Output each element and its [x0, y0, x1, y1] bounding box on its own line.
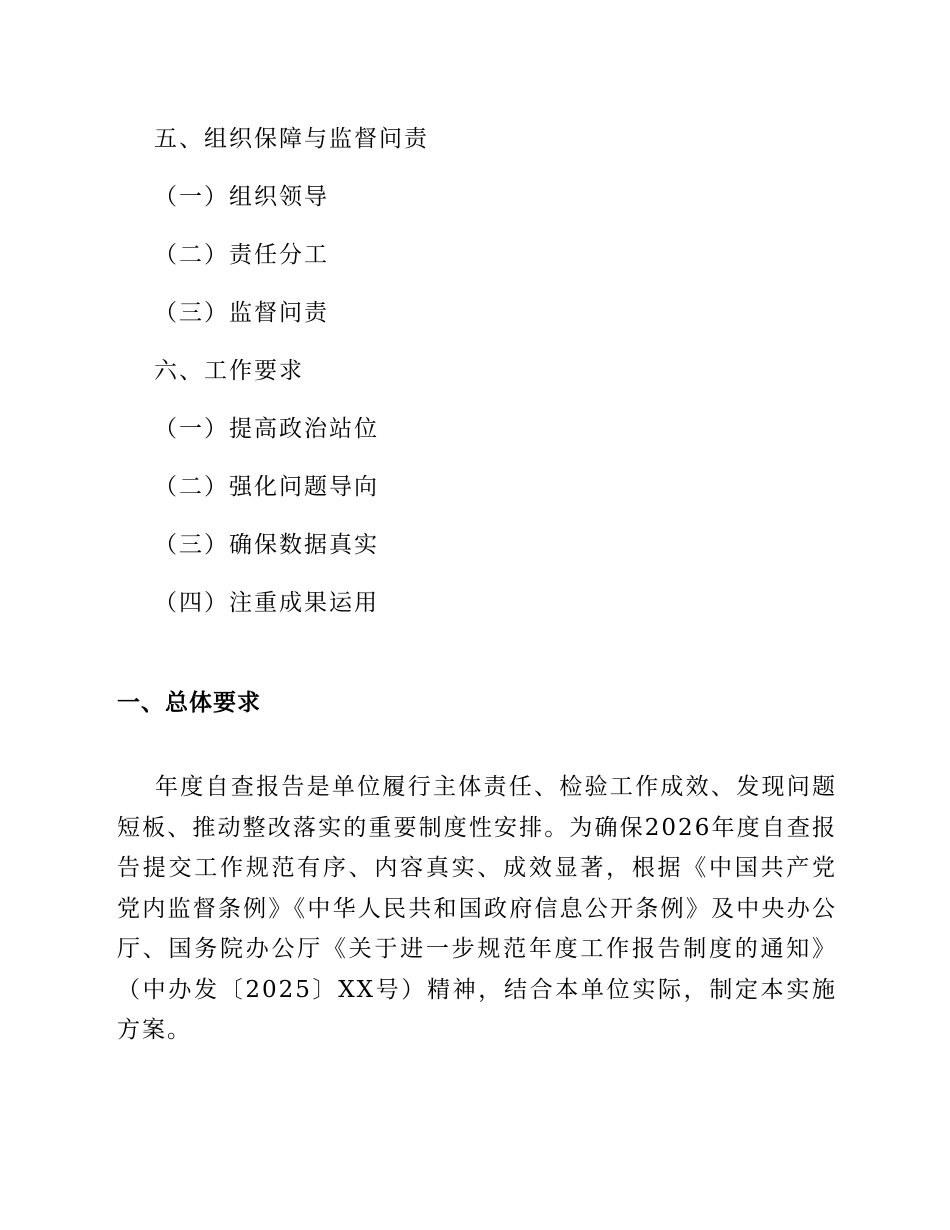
toc-item-5-1: （一）组织领导 [154, 184, 329, 210]
section-heading-general-requirements: 一、总体要求 [117, 690, 261, 716]
toc-item-section-5: 五、组织保障与监督问责 [154, 126, 429, 152]
toc-item-5-3: （三）监督问责 [154, 300, 329, 326]
toc-item-6-2: （二）强化问题导向 [154, 474, 379, 500]
table-of-contents [0, 116, 950, 638]
toc-item-5-2: （二）责任分工 [154, 242, 329, 268]
body-paragraph: 年度自查报告是单位履行主体责任、检验工作成效、发现问题短板、推动整改落实的重要制度性安排。为确保2026年度自查报告提交工作规范有序、内容真实、成效显著，根据《中国共产党党内监督条例》《中华人民共和国政府信息公开条例》及中央办公厅、国务院办公厅《关于进一步规范年度工作报告制度的通知》（中办发〔2025〕XX号）精神，结合本单位实际，制定本实施方案。 [117, 774, 837, 1043]
toc-item-6-1: （一）提高政治站位 [154, 416, 379, 442]
toc-item-6-3: （三）确保数据真实 [154, 532, 379, 558]
toc-item-6-4: （四）注重成果运用 [154, 590, 379, 616]
toc-item-section-6: 六、工作要求 [154, 358, 304, 384]
